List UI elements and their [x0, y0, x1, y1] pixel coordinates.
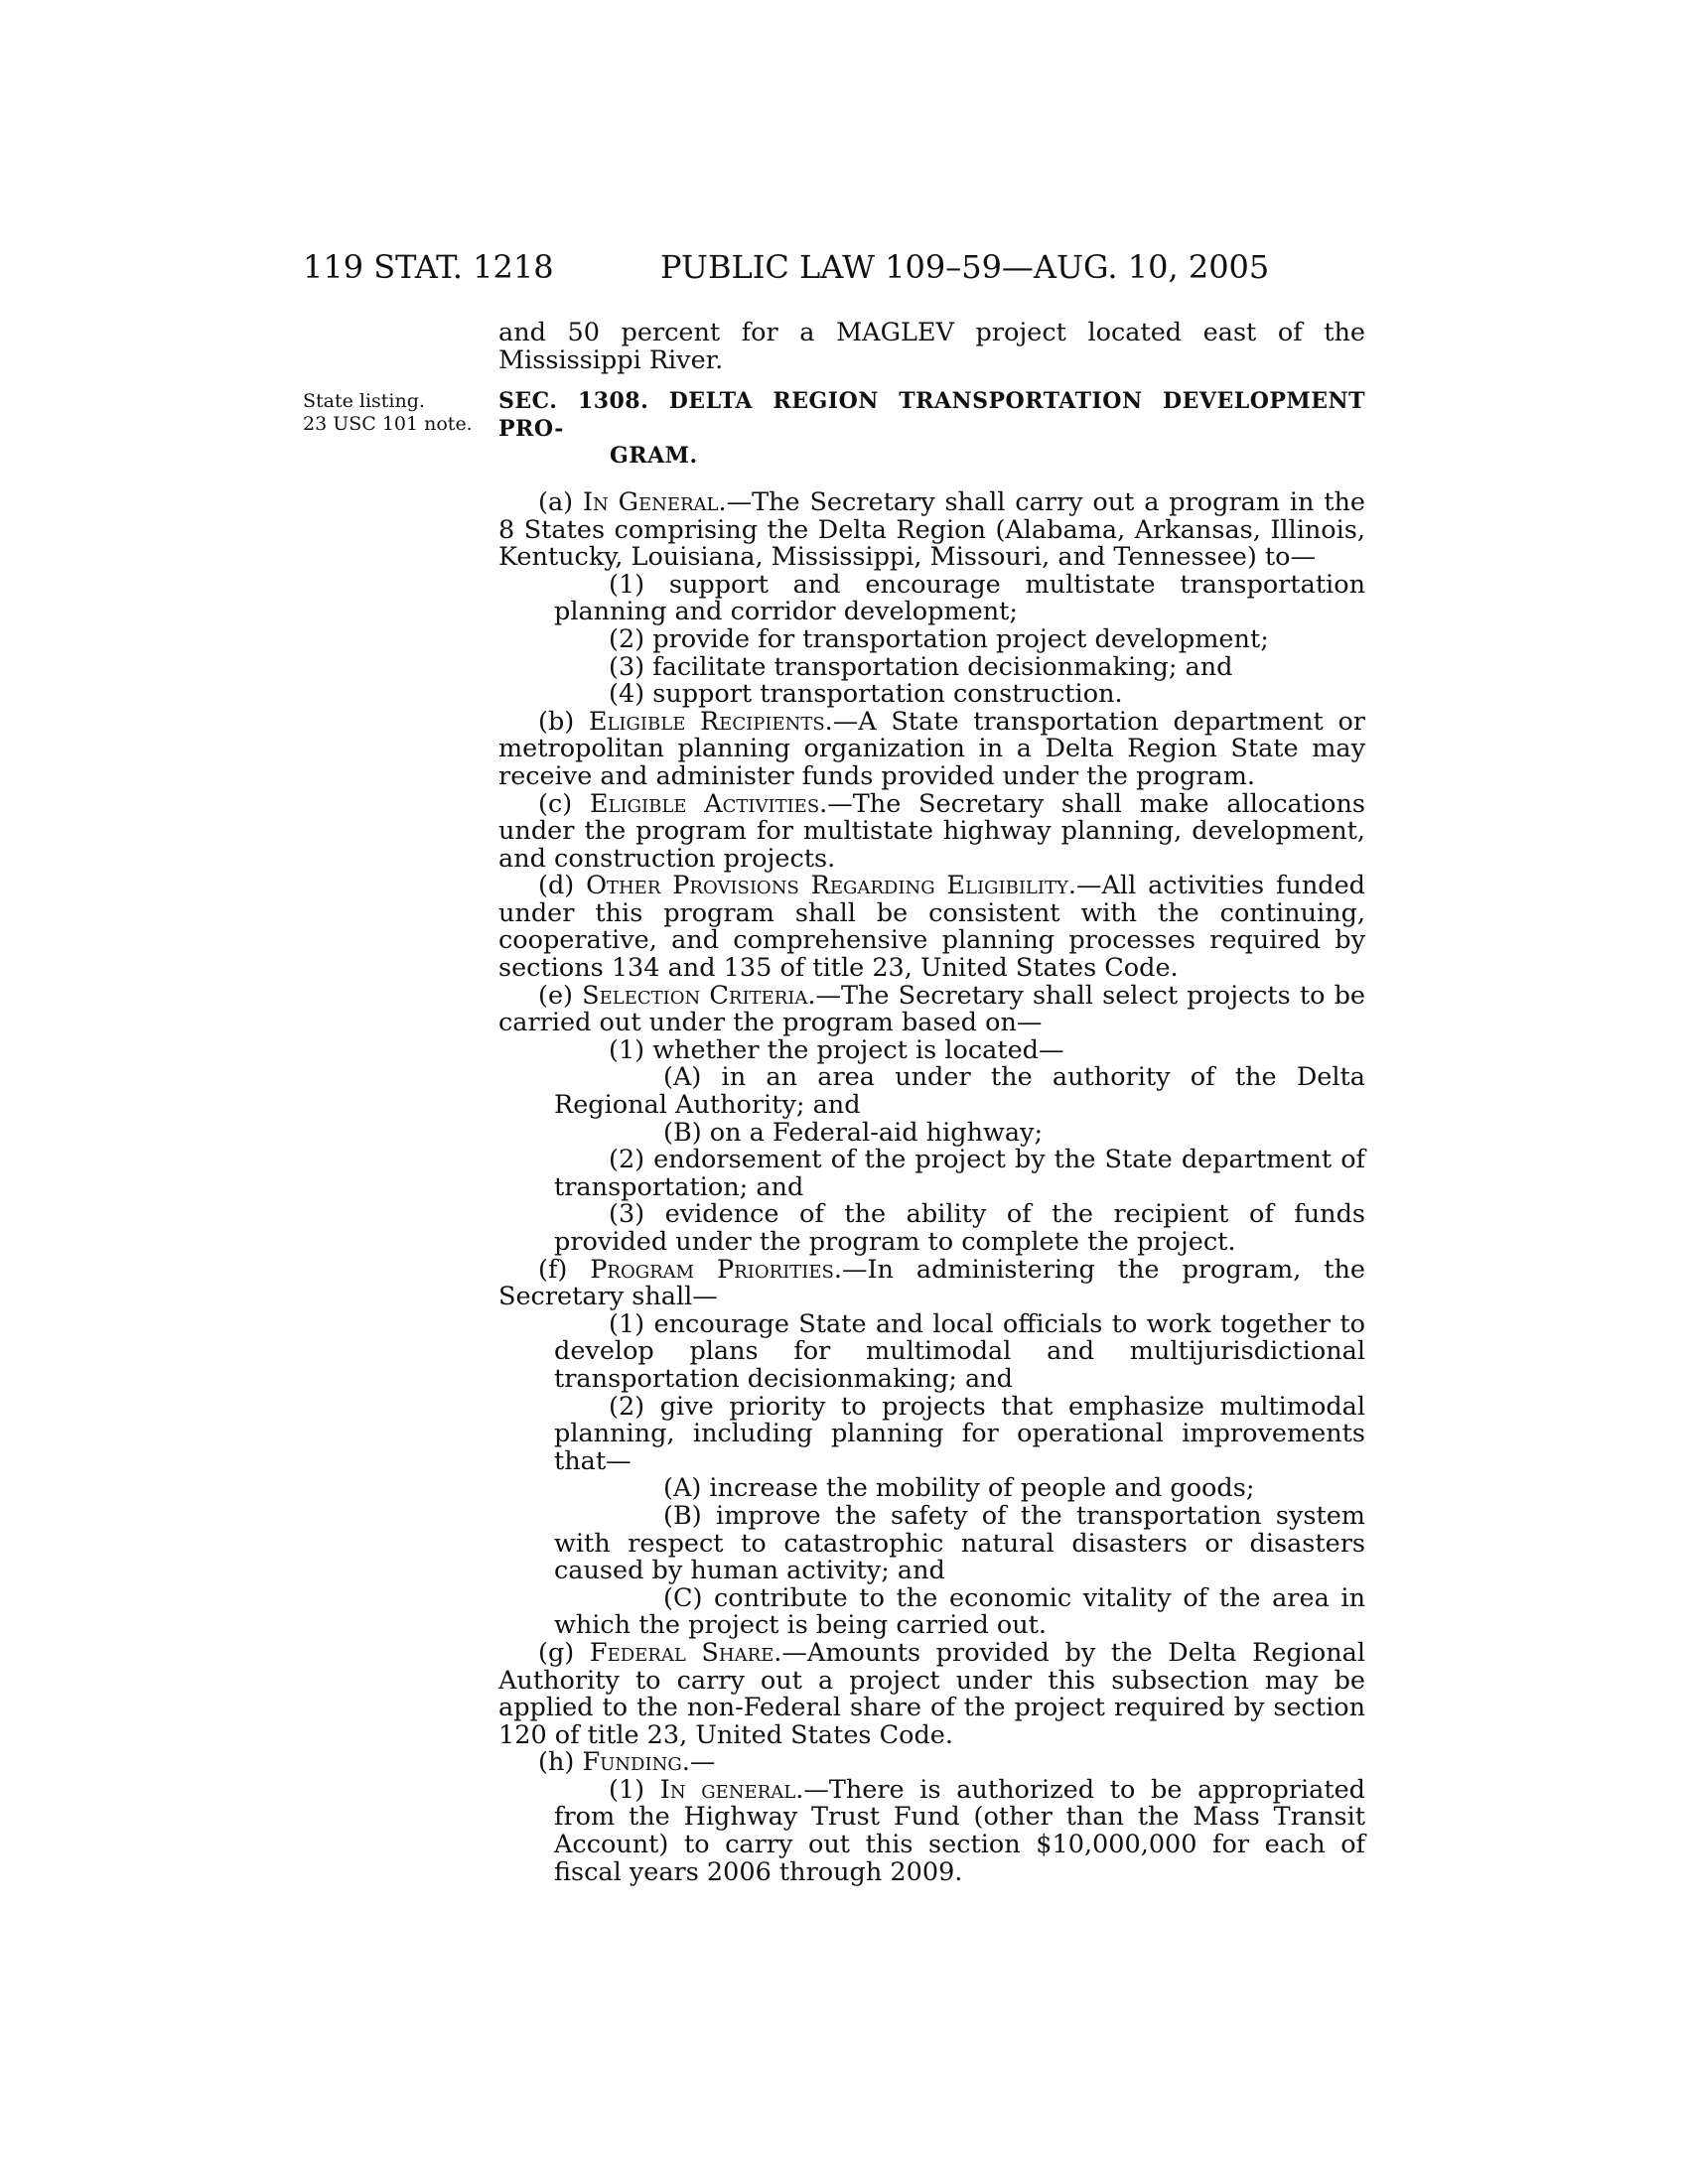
subsection-d: [498, 873, 1365, 982]
statute-page-number: 119 STAT. 1218: [303, 248, 554, 286]
subsection-e-text: .—The Secretary shall select projects to be carried out under the program based on—: [498, 980, 1366, 1038]
subsection-e-paragraph-1: (1) whether the project is located—: [609, 1034, 1064, 1065]
subsection-h-heading: Funding: [582, 1747, 682, 1778]
subsection-a-heading: In General: [582, 486, 719, 517]
section-heading-line-2: GRAM.: [610, 443, 698, 470]
subsection-e-paragraph-2: (2) endorsement of the project by the State department of transportation; and: [554, 1145, 1365, 1202]
margin-notes: [303, 390, 473, 436]
subsection-h: [498, 1749, 1365, 1777]
subsection-h-text: .—: [681, 1747, 716, 1778]
subsection-f: [498, 1254, 1366, 1312]
subsection-f-label: (f): [538, 1254, 591, 1285]
margin-note-state-listing: State listing.: [303, 390, 425, 412]
subsection-f-paragraph-2-A: (A) increase the mobility of people and goods;: [663, 1473, 1255, 1504]
page-header: [303, 248, 1296, 288]
subsection-d-heading: Other Provisions Regarding Eligibility: [586, 871, 1068, 901]
body-text: [498, 320, 1365, 1886]
subsection-a-paragraph-4: (4) support transportation construction.: [609, 679, 1123, 710]
subsection-h-paragraph-1: [498, 1774, 1366, 1887]
subsection-h-paragraph-1-label: (1): [609, 1774, 660, 1805]
subsection-a-paragraph-1: (1) support and encourage multistate transportation planning and corridor development;: [554, 569, 1365, 627]
subsection-e: [498, 980, 1366, 1038]
subsection-f-heading: Program Priorities: [590, 1254, 834, 1285]
subsection-g-label: (g): [538, 1637, 590, 1668]
subsection-b-label: (b): [538, 706, 589, 737]
subsection-e-paragraph-3: (3) evidence of the ability of the recipient of funds provided under the program to complete the project.: [554, 1199, 1365, 1257]
subsection-d-label: (d): [538, 871, 587, 901]
subsection-e-paragraph-1-B: (B) on a Federal-aid highway;: [663, 1117, 1044, 1148]
subsection-f-paragraph-2: (2) give priority to projects that emphasize multimodal planning, including planning for operational improvements that—: [554, 1391, 1365, 1476]
subsection-e-heading: Selection Criteria: [582, 980, 808, 1011]
subsection-a-paragraph-2: (2) provide for transportation project development;: [609, 623, 1269, 654]
section-heading-line-1: SEC. 1308. DELTA REGION TRANSPORTATION DEVELOPMENT PRO-: [498, 388, 1365, 442]
subsection-c-heading: Eligible Activities: [589, 788, 820, 819]
subsection-c-label: (c): [538, 788, 590, 819]
subsection-a: [498, 486, 1365, 573]
subsection-e-paragraph-1-A: (A) in an area under the authority of the Delta Regional Authority; and: [554, 1062, 1365, 1121]
subsection-g-heading: Federal Share: [589, 1637, 774, 1668]
subsection-a-text: .—The Secretary shall carry out a program in the 8 States comprising the Delta Region (Alabama, Arkansas, Illinois, Kentucky, Louisiana, Mississippi, Missouri, and Tennessee) to—: [498, 486, 1365, 573]
subsection-g: [498, 1637, 1365, 1750]
public-law-citation: PUBLIC LAW 109–59—AUG. 10, 2005: [660, 248, 1270, 286]
carry-over-paragraph: and 50 percent for a MAGLEV project located east of the Mississippi River.: [498, 318, 1365, 375]
subsection-a-label: (a): [538, 486, 583, 517]
subsection-h-paragraph-1-heading: In general: [659, 1774, 796, 1805]
subsection-c-text: .—The Secretary shall make allocations under the program for multistate highway planning, development, and construction projects.: [498, 788, 1365, 874]
subsection-d-text: .—All activities funded under this program shall be consistent with the continuing, cooperative, and comprehensive planning processes required by sections 134 and 135 of title 23, United States Code.: [498, 871, 1365, 984]
subsection-f-paragraph-2-C: (C) contribute to the economic vitality of the area in which the project is being carried out.: [554, 1582, 1365, 1641]
subsection-g-text: .—Amounts provided by the Delta Regional Authority to carry out a project under this subsection may be applied to the non-Federal share of the project required by section 120 of title 23, United States Code.: [498, 1637, 1365, 1750]
subsection-e-label: (e): [538, 980, 583, 1011]
subsection-b-text: .—A State transportation department or metropolitan planning organization in a Delta Region State may receive and administer funds provided under the program.: [498, 706, 1365, 791]
subsection-h-label: (h): [538, 1747, 583, 1778]
subsection-c: [498, 788, 1365, 874]
section-heading: [498, 388, 1365, 471]
subsection-f-text: .—In administering the program, the Secretary shall—: [498, 1254, 1366, 1312]
subsection-h-paragraph-1-text: .—There is authorized to be appropriated from the Highway Trust Fund (other than the Mass Transit Account) to carry out this section $10,000,000 for each of fiscal years 2006 through 2009.: [554, 1774, 1366, 1887]
subsection-b: [498, 706, 1365, 791]
subsection-f-paragraph-1: (1) encourage State and local officials to work together to develop plans for multimodal and multijurisdictional transportation decisionmaking; and: [554, 1308, 1365, 1394]
subsection-a-paragraph-3: (3) facilitate transportation decisionmaking; and: [609, 651, 1233, 682]
subsection-b-heading: Eligible Recipients: [588, 706, 825, 737]
subsection-f-paragraph-2-B: (B) improve the safety of the transportation system with respect to catastrophic natural disasters or disasters caused by human activity; and: [554, 1500, 1365, 1586]
margin-note-usc: 23 USC 101 note.: [303, 413, 473, 435]
